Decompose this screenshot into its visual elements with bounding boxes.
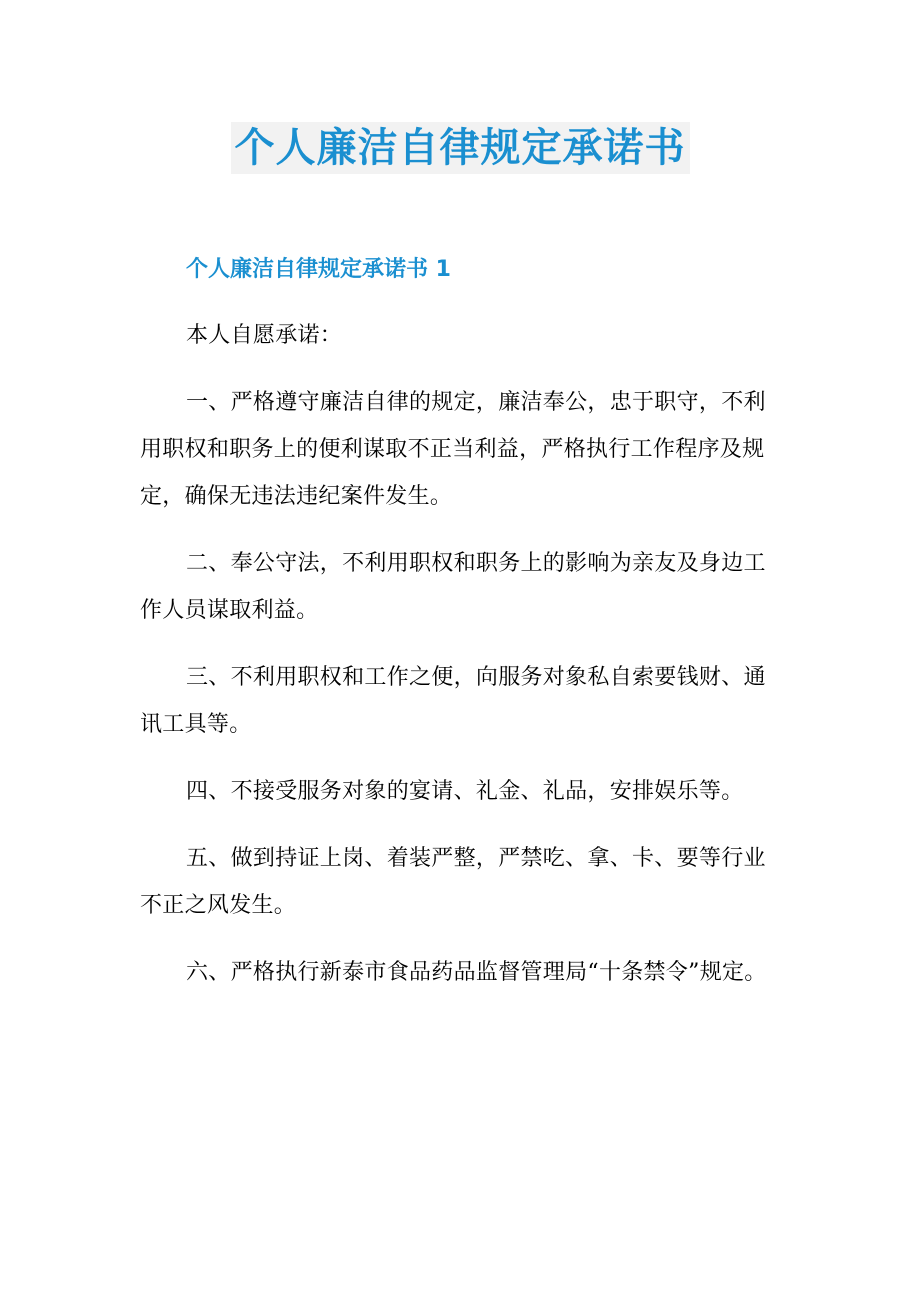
paragraph-item-5: 五、做到持证上岗、着装严整，严禁吃、拿、卡、要等行业不正之风发生。 bbox=[140, 846, 766, 918]
paragraph-item-1: 一、严格遵守廉洁自律的规定，廉洁奉公，忠于职守，不利用职权和职务上的便利谋取不正当利益，严格执行工作程序及规定，确保无违法违纪案件发生。 bbox=[140, 390, 766, 509]
paragraph-item-3: 三、不利用职权和工作之便，向服务对象私自索要钱财、通讯工具等。 bbox=[140, 665, 766, 737]
paragraph-item-6: 六、严格执行新泰市食品药品监督管理局“十条禁令”规定。 bbox=[186, 960, 767, 985]
document-body bbox=[140, 250, 780, 1016]
paragraph-item-2: 二、奉公守法，不利用职权和职务上的影响为亲友及身边工作人员谋取利益。 bbox=[140, 551, 766, 623]
title-container bbox=[0, 122, 920, 174]
paragraph-item-4: 四、不接受服务对象的宴请、礼金、礼品，安排娱乐等。 bbox=[186, 779, 744, 804]
document-title: 个人廉洁自律规定承诺书 bbox=[231, 122, 690, 174]
paragraph-intro: 本人自愿承诺： bbox=[186, 323, 343, 348]
section-heading: 个人廉洁自律规定承诺书 1 bbox=[186, 257, 451, 282]
